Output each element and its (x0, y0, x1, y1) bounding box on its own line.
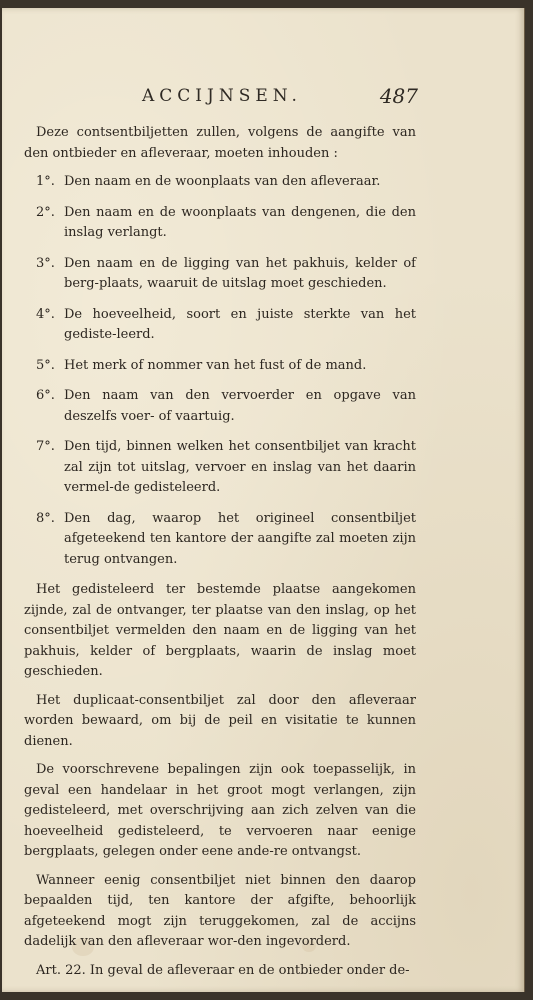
body-paragraph: Het duplicaat-consentbiljet zal door den afleveraar worden bewaard, om bij de peil en visitatie te kunnen dienen. (24, 692, 416, 749)
body-paragraph: De voorschrevene bepalingen zijn ook toepasselijk, in geval een handelaar in het groot mogt verlangen, zijn gedisteleerd, met overschrijving aan zich zelven van die hoeveelheid gedisteleerd, te vervoeren naar eenige bergplaats, gelegen onder eene ande-re ontvangst. (24, 762, 416, 859)
list-text: Den naam van den vervoerder en opgave van deszelfs voer- of vaartuig. (64, 388, 416, 424)
list-text: Den naam en de woonplaats van den afleveraar. (64, 174, 381, 189)
list-number: 6°. (36, 388, 55, 403)
list-item (24, 437, 416, 499)
page-body (24, 123, 416, 989)
running-title: ACCIJNSEN. (142, 86, 302, 106)
page-number: 487 (379, 84, 418, 108)
list-item (24, 386, 416, 427)
list-number: 7°. (36, 439, 55, 454)
list-number: 3°. (36, 255, 55, 271)
list-number: 5°. (36, 357, 55, 373)
body-paragraph: Wanneer eenig consentbiljet niet binnen den daarop bepaalden tijd, ten kantore der afgifte, behoorlijk afgeteekend mogt zijn teruggekomen, zal de accijns dadelijk van den afleveraar wor-den ingevorderd. (24, 872, 416, 949)
list-text: Den dag, waarop het origineel consentbiljet afgeteekend ten kantore der aangifte zal moeten zijn terug ontvangen. (64, 510, 416, 567)
book-page (2, 8, 525, 992)
list-item (24, 305, 416, 346)
list-item (24, 356, 416, 377)
page-header (2, 86, 524, 110)
list-number: 4°. (36, 306, 55, 322)
list-number: 1°. (36, 174, 55, 189)
list-text: Den naam en de ligging van het pakhuis, kelder of berg-plaats, waaruit de uitslag moet geschieden. (64, 255, 416, 291)
body-paragraph: Het gedisteleerd ter bestemde plaatse aangekomen zijnde, zal de ontvanger, ter plaatse van den inslag, op het consentbiljet vermelden den naam en de ligging van het pakhuis, kelder of bergplaats, waarin de inslag moet geschieden. (24, 582, 416, 679)
list-item (24, 203, 416, 244)
article-start-line: Art. 22. In geval de afleveraar en de ontbieder onder de- (36, 962, 410, 978)
list-item (24, 509, 416, 571)
list-number: 2°. (36, 204, 55, 220)
list-number: 8°. (36, 510, 55, 526)
list-text: Den naam en de woonplaats van dengenen, die den inslag verlangt. (64, 204, 416, 240)
list-item (24, 254, 416, 295)
list-text: De hoeveelheid, soort en juiste sterkte van het gediste-leerd. (64, 306, 416, 342)
list-text: Het merk of nommer van het fust of de mand. (64, 357, 367, 373)
list-text: Den tijd, binnen welken het consentbiljet van kracht zal zijn tot uitslag, vervoer en inslag van het daarin vermel-de gedisteleerd. (64, 439, 416, 495)
intro-paragraph: Deze contsentbiljetten zullen, volgens de aangifte van den ontbieder en afleveraar, moeten inhouden : (24, 125, 416, 161)
list-item (24, 172, 416, 193)
